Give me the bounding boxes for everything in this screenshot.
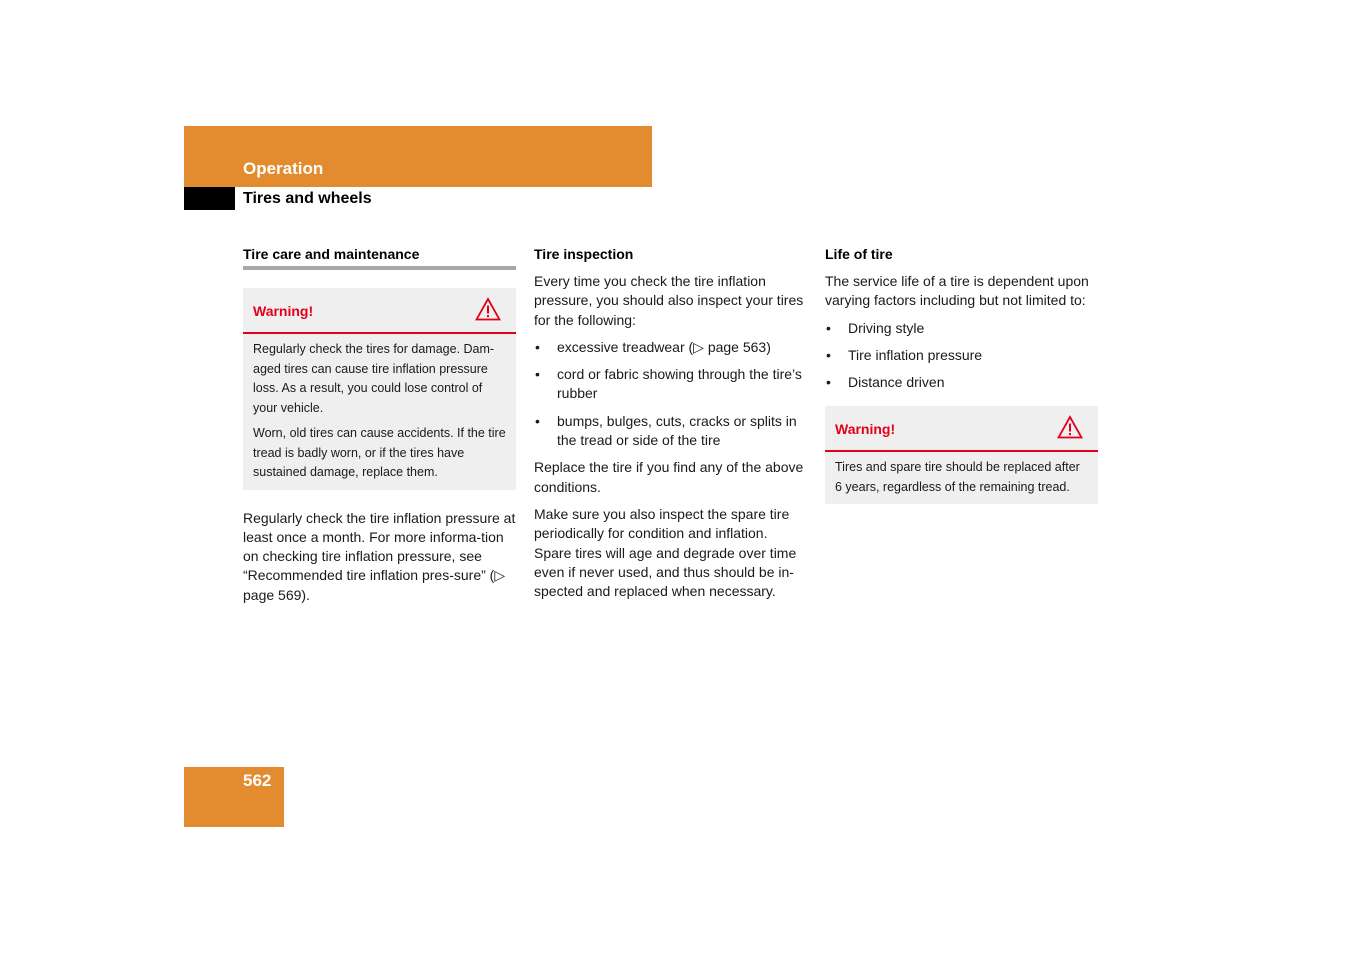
warning-triangle-icon <box>475 297 501 321</box>
list-item: • Tire inflation pressure <box>825 346 1098 365</box>
warning-header <box>825 406 1098 452</box>
life-factors-list <box>825 319 1098 393</box>
spare-tire-paragraph: Make sure you also inspect the spare tire periodically for condition and inflation. Spare tires will age and degrade over time even if never used, and thus should be in-spected and replaced when necessary. <box>534 505 797 600</box>
warning-label: Warning! <box>835 421 896 438</box>
warning-text: Tires and spare tire should be replaced after 6 years, regardless of the remaining tread. <box>835 460 1080 494</box>
warning-text: Worn, old tires can cause accidents. If the tire tread is badly worn, or if the tires have sustained damage, replace them. <box>253 426 506 479</box>
warning-header <box>243 288 516 334</box>
page-number: 562 <box>243 771 272 790</box>
subsection-title: Tires and wheels <box>243 190 372 207</box>
inspection-list <box>534 338 807 450</box>
column-tire-inspection <box>534 245 807 601</box>
inspection-intro: Every time you check the tire inflation pressure, you should also inspect your tires for the following: <box>534 273 804 328</box>
list-item: • bumps, bulges, cuts, cracks or splits in the tread or side of the tire <box>534 412 807 451</box>
list-item: • Driving style <box>825 319 1098 338</box>
tire-care-heading: Tire care and maintenance <box>243 245 516 270</box>
warning-triangle-icon <box>1057 415 1083 439</box>
replace-paragraph: Replace the tire if you find any of the above conditions. <box>534 459 804 495</box>
section-title: Operation <box>243 159 324 178</box>
warning-text: Regularly check the tires for damage. Dam-aged tires can cause tire inflation pressure loss. As a result, you could lose control of your vehicle. <box>253 342 495 415</box>
column-tire-care <box>243 245 516 605</box>
warning-label: Warning! <box>253 303 314 319</box>
life-warning-box <box>825 406 1098 504</box>
list-item: • excessive treadwear (▷ page 563) <box>534 338 807 357</box>
section-marker <box>184 187 235 210</box>
column-life-of-tire <box>825 245 1098 504</box>
warning-body <box>243 334 516 490</box>
list-item: • Distance driven <box>825 373 1098 392</box>
life-intro: The service life of a tire is dependent upon varying factors including but not limited to: <box>825 273 1089 309</box>
inflation-check-paragraph: Regularly check the tire inflation pressure at least once a month. For more informa-tion on checking tire inflation pressure, see “Recommended tire inflation pres-sure” (▷ page 569). <box>243 509 516 603</box>
tire-care-warning-box <box>243 288 516 490</box>
life-of-tire-heading: Life of tire <box>825 246 893 262</box>
list-item: • cord or fabric showing through the tire’s rubber <box>534 365 807 404</box>
tire-inspection-heading: Tire inspection <box>534 246 634 262</box>
warning-body <box>825 452 1098 504</box>
